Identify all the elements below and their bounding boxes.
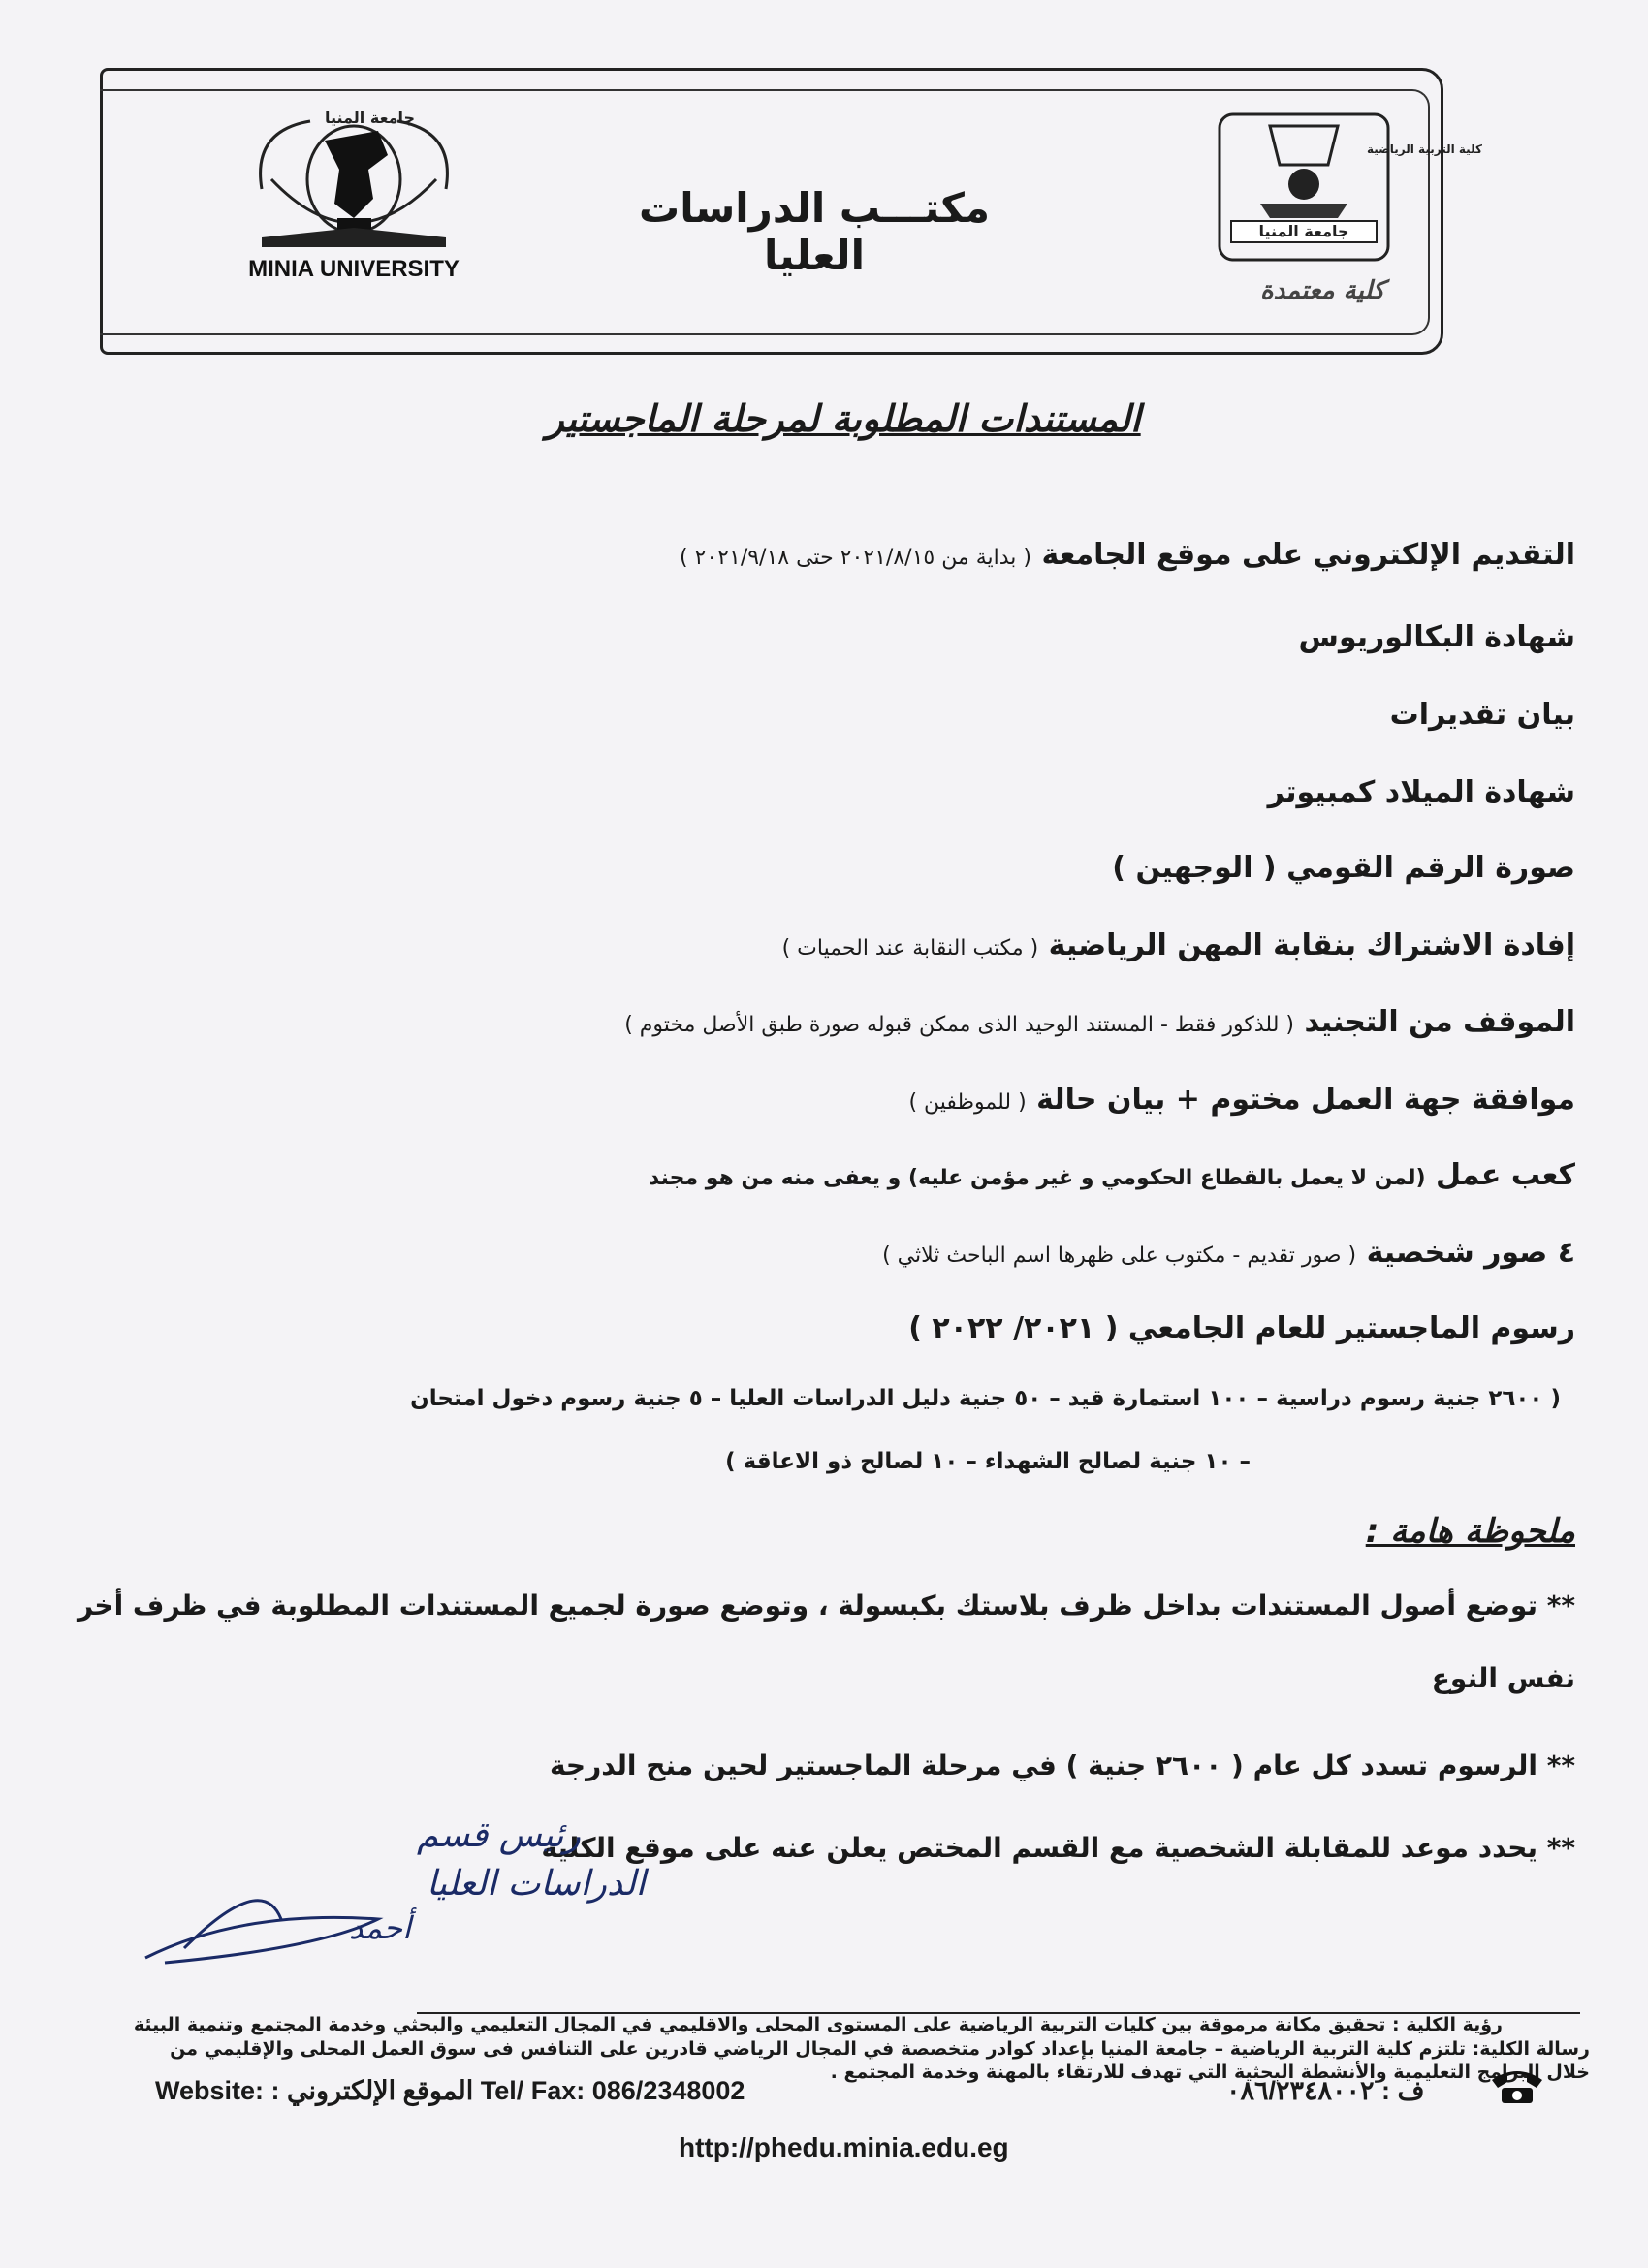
note-line-2: نفس النوع — [1431, 1662, 1575, 1694]
document-title: المستندات المطلوبة لمرحلة الماجستير — [546, 397, 1141, 440]
item-employer-approval: موافقة جهة العمل مختوم + بيان حالة ( للموظفين ) — [908, 1083, 1575, 1117]
telephone-icon — [1488, 2066, 1546, 2107]
item-masters-fees: رسوم الماجستير للعام الجامعي ( ٢٠٢١/ ٢٠٢٢ ) — [908, 1311, 1575, 1345]
item-military-status: الموقف من التجنيد ( للذكور فقط - المستند الوحيد الذى ممكن قبوله صورة طبق الأصل مختوم ) — [624, 1005, 1575, 1039]
office-title: مكتـــب الدراسات العليا — [638, 184, 990, 279]
footer-contact: Website: : الموقع الإلكتروني Tel/ Fax: 086/2348002 — [155, 2076, 745, 2105]
item-syndicate-membership: إفادة الاشتراك بنقابة المهن الرياضية ( مكتب النقابة عند الحميات ) — [781, 929, 1575, 962]
item-grades-statement: بيان تقديرات — [1389, 698, 1575, 732]
note-line-1: ** توضع أصول المستندات بداخل ظرف بلاستك بكبسولة ، وتوضع صورة لجميع المستندات المطلوبة في ظرف أخر — [77, 1590, 1575, 1622]
item-online-application: التقديم الإلكتروني على موقع الجامعة ( بداية من ٢٠٢١/٨/١٥ حتى ٢٠٢١/٩/١٨ ) — [679, 538, 1575, 572]
signature — [126, 1803, 646, 1977]
item-work-stub: كعب عمل (لمن لا يعمل بالقطاع الحكومي و غير مؤمن عليه) و يعفى منه من هو مجند — [648, 1158, 1575, 1192]
item-national-id: صورة الرقم القومي ( الوجهين ) — [1112, 851, 1575, 885]
svg-text:كلية التربية الرياضية: كلية التربية الرياضية — [1367, 142, 1482, 156]
fees-line-2: – ١٠ جنية لصالح الشهداء – ١٠ لصالح ذو الاعاقة ) — [725, 1449, 1251, 1474]
footer-mission-2: خلال البرامج التعليمية والأنشطة البحثية التي تهدف للارتقاء بالمهنة وخدمة المجتمع . — [830, 2062, 1590, 2083]
faculty-logo — [1212, 107, 1482, 267]
minia-university-logo — [233, 102, 475, 286]
footer-vision: رؤية الكلية : تحقيق مكانة مرموقة بين كليات التربية الرياضية على المستوى المحلى والاقليمي في المجال التعليمي والبحثي وخدمة المجتمع وتنمية البيئة — [133, 2014, 1503, 2035]
footer-mission-1: رسالة الكلية: تلتزم كلية التربية الرياضية – جامعة المنيا بإعداد كوادر متخصصة في المجال الرياضي قادرين على التنافس فى سوق العمل المحلى والإقليمي من — [170, 2038, 1590, 2060]
website-url[interactable]: http://phedu.minia.edu.eg — [679, 2132, 1009, 2162]
fees-line-1: ( ٢٦٠٠ جنية رسوم دراسية – ١٠٠ استمارة قيد – ٥٠ جنية دليل الدراسات العليا – ٥ جنية رسوم دخول امتحان — [410, 1386, 1561, 1411]
item-personal-photos: ٤ صور شخصية ( صور تقديم - مكتوب على ظهرها اسم الباحث ثلاثي ) — [882, 1236, 1575, 1270]
accredited-label: كلية معتمدة — [1260, 276, 1385, 305]
svg-text:أحمد: أحمد — [349, 1909, 411, 1946]
item-bachelor-certificate: شهادة البكالوريوس — [1298, 620, 1575, 654]
svg-text:جامعة المنيا: جامعة المنيا — [325, 109, 416, 127]
note-line-4: ** يحدد موعد للمقابلة الشخصية مع القسم المختص يعلن عنه على موقع الكلية — [541, 1832, 1575, 1864]
svg-text:رئيس قسم: رئيس قسم — [417, 1815, 581, 1855]
svg-text:جامعة المنيا: جامعة المنيا — [1258, 222, 1349, 240]
item-birth-certificate: شهادة الميلاد كمبيوتر — [1267, 775, 1575, 809]
footer-phone: ف : ٠٨٦/٢٣٤٨٠٠٢ — [1226, 2076, 1425, 2105]
svg-text:MINIA UNIVERSITY: MINIA UNIVERSITY — [248, 256, 460, 282]
note-line-3: ** الرسوم تسدد كل عام ( ٢٦٠٠ جنية ) في مرحلة الماجستير لحين منح الدرجة — [549, 1749, 1575, 1781]
svg-text:الدراسات العليا: الدراسات العليا — [427, 1864, 646, 1904]
note-title: ملحوظة هامة : — [1365, 1512, 1575, 1551]
